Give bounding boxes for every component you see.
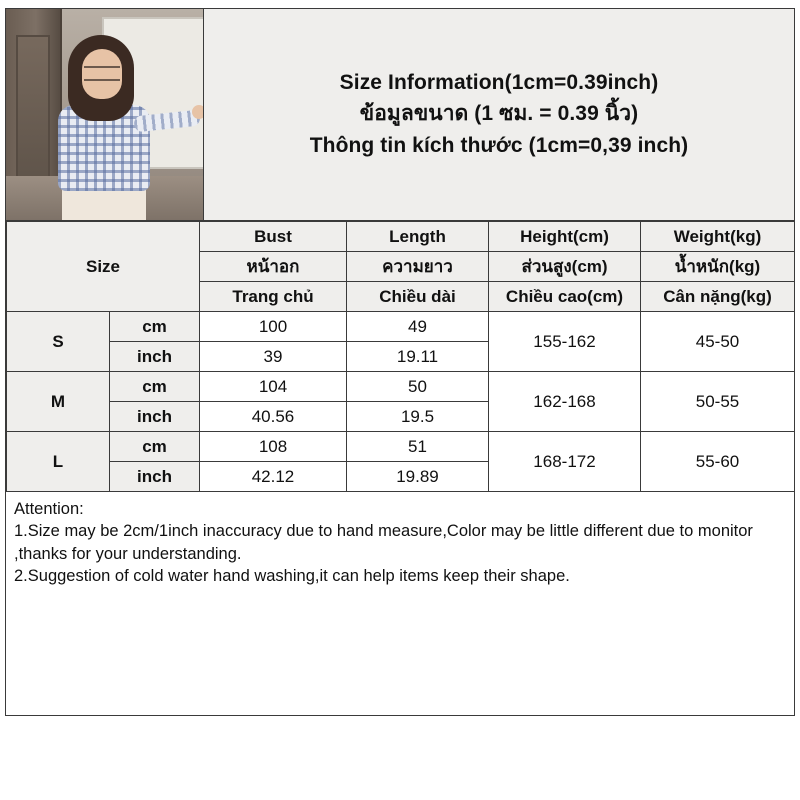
unit-cm-m: cm xyxy=(110,372,200,402)
header-weight-th: น้ำหนัก(kg) xyxy=(641,252,795,282)
bust-cm-l: 108 xyxy=(200,432,347,462)
size-chart-card xyxy=(5,8,795,716)
model-photo xyxy=(6,9,204,220)
header-length-vi: Chiều dài xyxy=(347,282,489,312)
header-weight-vi: Cân nặng(kg) xyxy=(641,282,795,312)
header-bust-th: หน้าอก xyxy=(200,252,347,282)
header-height-vi: Chiều cao(cm) xyxy=(489,282,641,312)
unit-inch-s: inch xyxy=(110,342,200,372)
weight-l: 55-60 xyxy=(641,432,795,492)
table-row xyxy=(7,312,795,342)
table-row xyxy=(7,432,795,462)
title-line-english: Size Information(1cm=0.39inch) xyxy=(339,71,659,95)
unit-cm-l: cm xyxy=(110,432,200,462)
header-length-th: ความยาว xyxy=(347,252,489,282)
unit-cm-s: cm xyxy=(110,312,200,342)
bust-cm-s: 100 xyxy=(200,312,347,342)
attention-section xyxy=(6,492,794,715)
bust-inch-l: 42.12 xyxy=(200,462,347,492)
length-cm-s: 49 xyxy=(347,312,489,342)
header-length-en: Length xyxy=(347,222,489,252)
row-size-label-l: L xyxy=(7,432,110,492)
title-line-vietnamese: Thông tin kích thước (1cm=0,39 inch) xyxy=(309,133,689,157)
title-line-thai: ข้อมูลขนาด (1 ซม. = 0.39 นิ้ว) xyxy=(359,102,639,126)
length-inch-l: 19.89 xyxy=(347,462,489,492)
unit-inch-m: inch xyxy=(110,402,200,432)
length-cm-l: 51 xyxy=(347,432,489,462)
attention-heading: Attention: xyxy=(14,500,84,518)
unit-inch-l: inch xyxy=(110,462,200,492)
header-weight-en: Weight(kg) xyxy=(641,222,795,252)
height-m: 162-168 xyxy=(489,372,641,432)
length-inch-s: 19.11 xyxy=(347,342,489,372)
attention-note-1: 1.Size may be 2cm/1inch inaccuracy due to hand measure,Color may be little different due to monitor ,thanks for your understanding. xyxy=(14,522,753,563)
header-height-en: Height(cm) xyxy=(489,222,641,252)
weight-s: 45-50 xyxy=(641,312,795,372)
bust-inch-s: 39 xyxy=(200,342,347,372)
bust-cm-m: 104 xyxy=(200,372,347,402)
height-s: 155-162 xyxy=(489,312,641,372)
table-row xyxy=(7,372,795,402)
row-size-label-s: S xyxy=(7,312,110,372)
row-size-label-m: M xyxy=(7,372,110,432)
length-cm-m: 50 xyxy=(347,372,489,402)
bust-inch-m: 40.56 xyxy=(200,402,347,432)
size-table xyxy=(6,221,795,492)
attention-note-2: 2.Suggestion of cold water hand washing,it can help items keep their shape. xyxy=(14,566,570,585)
header-bust-en: Bust xyxy=(200,222,347,252)
photo-model-glasses xyxy=(84,66,120,81)
title-block xyxy=(204,9,794,220)
header-bust-vi: Trang chủ xyxy=(200,282,347,312)
weight-m: 50-55 xyxy=(641,372,795,432)
photo-model-hand xyxy=(192,105,204,119)
header-size: Size xyxy=(7,222,200,312)
header-height-th: ส่วนสูง(cm) xyxy=(489,252,641,282)
table-header-row-english xyxy=(7,222,795,252)
height-l: 168-172 xyxy=(489,432,641,492)
header-section xyxy=(6,9,794,221)
length-inch-m: 19.5 xyxy=(347,402,489,432)
